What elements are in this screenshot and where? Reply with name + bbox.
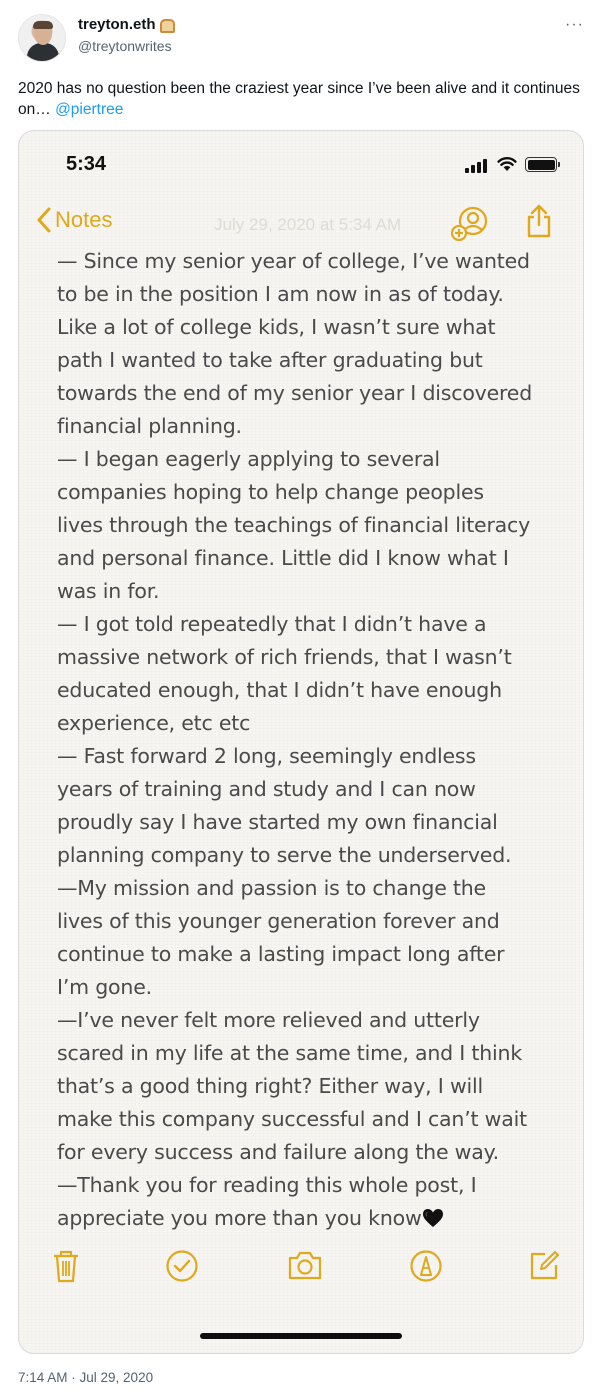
note-line: scared in my life at the same time, and I think bbox=[57, 1041, 522, 1065]
note-line-text: appreciate you more than you know bbox=[57, 1206, 422, 1230]
note-line: path I wanted to take after graduating but bbox=[57, 348, 483, 372]
note-line: continue to make a lasting impact long after bbox=[57, 942, 505, 966]
add-people-icon[interactable] bbox=[451, 205, 491, 241]
faded-note-date: July 29, 2020 at 5:34 AM bbox=[214, 215, 402, 234]
share-icon[interactable] bbox=[524, 203, 554, 239]
note-line: towards the end of my senior year I discovered bbox=[57, 381, 533, 405]
back-to-notes-button[interactable] bbox=[37, 207, 112, 233]
note-line: companies hoping to help change peoples bbox=[57, 480, 484, 504]
note-line: and personal finance. Little did I know what I bbox=[57, 546, 509, 570]
home-indicator bbox=[200, 1333, 402, 1339]
note-line: massive network of rich friends, that I wasn’t bbox=[57, 645, 512, 669]
note-line: lives through the teachings of financial literacy bbox=[57, 513, 531, 537]
cellular-signal-icon bbox=[465, 159, 491, 173]
trash-icon[interactable] bbox=[51, 1249, 81, 1283]
note-line: that’s a good thing right? Either way, I will bbox=[57, 1074, 484, 1098]
battery-icon bbox=[525, 157, 557, 172]
tweet-body: 2020 has no question been the craziest year since I’ve been alive and it continues on… bbox=[18, 80, 580, 118]
note-line: financial planning. bbox=[57, 414, 242, 438]
mention-link[interactable]: @piertree bbox=[55, 101, 124, 118]
phone-status-bar bbox=[19, 131, 583, 191]
more-options-icon[interactable]: ··· bbox=[565, 16, 584, 33]
note-line: — I got told repeatedly that I didn’t have a bbox=[57, 612, 487, 636]
notes-nav-bar bbox=[19, 201, 583, 245]
black-heart-icon bbox=[422, 1208, 444, 1228]
camera-icon[interactable] bbox=[287, 1249, 323, 1281]
tweet-media-image[interactable] bbox=[18, 130, 584, 1354]
note-line: to be in the position I am now in as of today. bbox=[57, 282, 504, 306]
author-handle[interactable]: @treytonwrites bbox=[78, 38, 172, 54]
author-name-row[interactable] bbox=[78, 16, 175, 33]
note-line: — Fast forward 2 long, seemingly endless bbox=[57, 744, 476, 768]
compose-icon[interactable] bbox=[527, 1249, 561, 1283]
back-label: Notes bbox=[55, 207, 113, 232]
tweet-timestamp[interactable]: 7:14 AM · Jul 29, 2020 bbox=[18, 1370, 154, 1385]
note-line: —I’ve never felt more relieved and utterly bbox=[57, 1008, 480, 1032]
note-line: educated enough, that I didn’t have enough bbox=[57, 678, 502, 702]
note-line: Like a lot of college kids, I wasn’t sure what bbox=[57, 315, 496, 339]
note-line: proudly say I have started my own financial bbox=[57, 810, 498, 834]
wifi-icon bbox=[497, 156, 517, 172]
note-line: planning company to serve the underserved. bbox=[57, 843, 512, 867]
author-name[interactable]: treyton.eth bbox=[78, 16, 156, 33]
tweet-text bbox=[18, 78, 588, 120]
note-line: experience, etc etc bbox=[57, 711, 251, 735]
note-line: I’m gone. bbox=[57, 975, 152, 999]
note-line: years of training and study and I can now bbox=[57, 777, 476, 801]
markup-pen-icon[interactable] bbox=[409, 1249, 443, 1283]
note-line: for every success and failure along the way. bbox=[57, 1140, 499, 1164]
note-body[interactable] bbox=[57, 245, 567, 1235]
chevron-left-icon bbox=[37, 207, 51, 233]
tweet-header bbox=[18, 14, 588, 62]
checklist-icon[interactable] bbox=[165, 1249, 199, 1283]
note-line: make this company successful and I can’t wait bbox=[57, 1107, 527, 1131]
note-line-last bbox=[57, 1202, 567, 1235]
avatar[interactable] bbox=[18, 14, 66, 62]
note-line: —Thank you for reading this whole post, I bbox=[57, 1173, 477, 1197]
status-time: 5:34 bbox=[66, 153, 107, 175]
bread-icon bbox=[160, 19, 175, 33]
note-line: was in for. bbox=[57, 579, 160, 603]
notes-toolbar bbox=[19, 1249, 583, 1293]
note-line: — I began eagerly applying to several bbox=[57, 447, 440, 471]
note-line: — Since my senior year of college, I’ve wanted bbox=[57, 249, 530, 273]
note-line: —My mission and passion is to change the bbox=[57, 876, 486, 900]
note-line: lives of this younger generation forever and bbox=[57, 909, 500, 933]
